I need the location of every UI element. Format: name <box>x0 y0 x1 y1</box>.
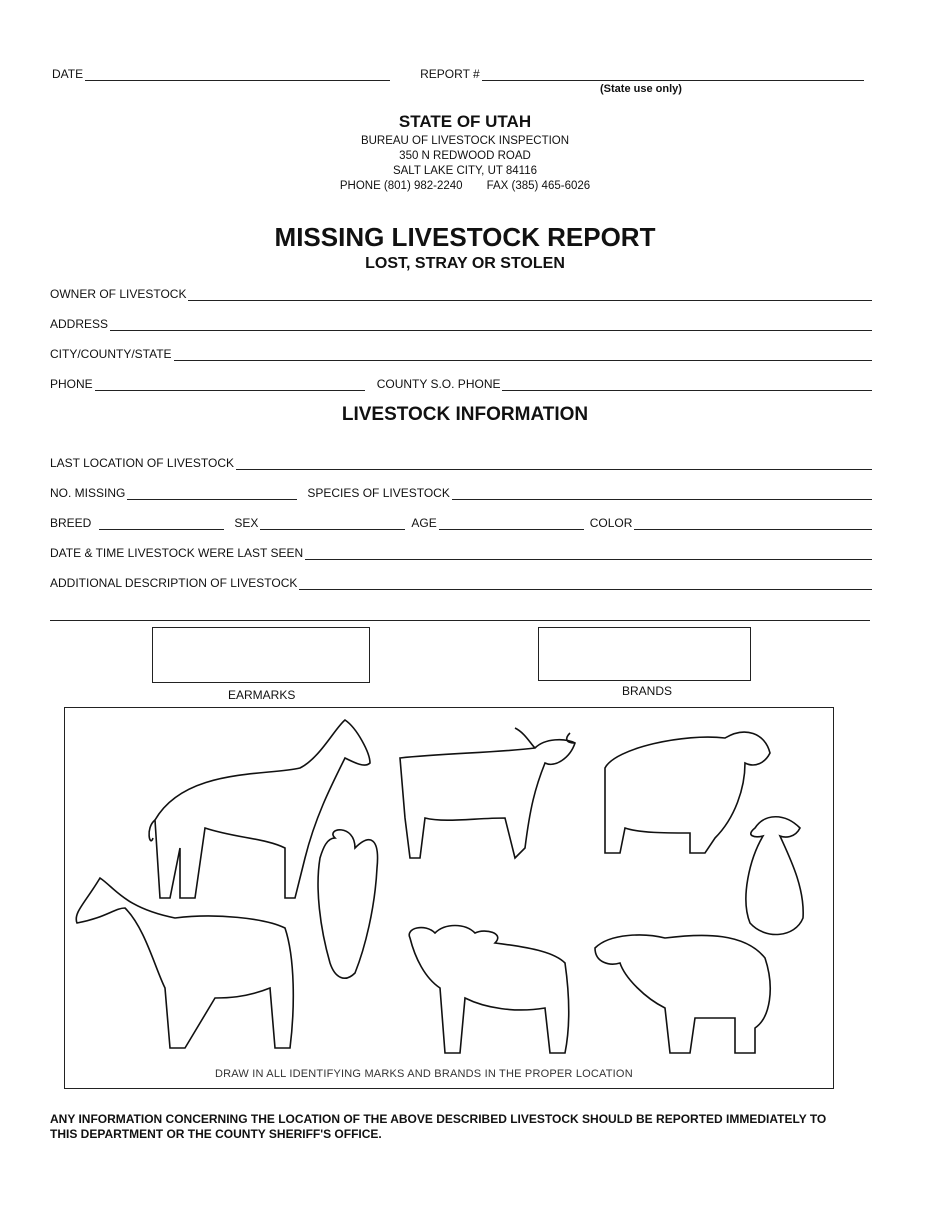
species-field[interactable] <box>452 485 872 500</box>
sheep-side-icon <box>595 935 770 1053</box>
agency-phone: PHONE (801) 982-2240 <box>339 180 463 192</box>
city-field[interactable] <box>174 346 872 361</box>
horse-head-icon <box>318 830 377 978</box>
livestock-diagram[interactable] <box>64 707 834 1089</box>
description-row <box>50 575 878 590</box>
color-label: COLOR <box>589 516 633 530</box>
last-seen-label: DATE & TIME LIVESTOCK WERE LAST SEEN <box>50 546 304 560</box>
agency-address <box>0 134 950 194</box>
form-title: MISSING LIVESTOCK REPORT <box>274 222 656 252</box>
last-location-field[interactable] <box>236 455 872 470</box>
sex-field[interactable] <box>260 515 405 530</box>
header-row <box>52 66 870 81</box>
address-label: ADDRESS <box>50 317 109 331</box>
sex-label: SEX <box>234 516 259 530</box>
address-row <box>50 316 878 331</box>
owner-row <box>50 286 878 301</box>
color-field[interactable] <box>634 515 872 530</box>
description-extra-line[interactable] <box>50 620 870 621</box>
last-location-row <box>50 455 878 470</box>
city-label: CITY/COUNTY/STATE <box>50 347 172 361</box>
sheep-standing-icon <box>605 732 770 853</box>
owner-field[interactable] <box>188 286 872 301</box>
age-field[interactable] <box>439 515 584 530</box>
earmarks-label: EARMARKS <box>228 688 296 702</box>
age-label: AGE <box>411 516 437 530</box>
agency-city: SALT LAKE CITY, UT 84116 <box>392 165 538 177</box>
report-number-field[interactable] <box>482 66 864 81</box>
agency-bureau: BUREAU OF LIVESTOCK INSPECTION <box>360 135 570 147</box>
description-label: ADDITIONAL DESCRIPTION OF LIVESTOCK <box>50 576 298 590</box>
phone-label: PHONE <box>50 377 93 391</box>
breed-label: BREED <box>50 516 92 530</box>
horse-side-icon <box>76 878 293 1048</box>
last-seen-field[interactable] <box>305 545 872 560</box>
last-location-label: LAST LOCATION OF LIVESTOCK <box>50 456 235 470</box>
agency-street: 350 N REDWOOD ROAD <box>399 150 531 162</box>
brands-label: BRANDS <box>622 684 673 698</box>
agency-state: STATE OF UTAH <box>398 112 532 131</box>
cow-standing-icon <box>400 728 575 858</box>
breed-row <box>50 515 878 530</box>
livestock-drawings <box>65 708 833 1088</box>
description-field[interactable] <box>299 575 872 590</box>
state-use-only-note: (State use only) <box>600 83 682 95</box>
diagram-caption: DRAW IN ALL IDENTIFYING MARKS AND BRANDS IN THE PROPER LOCATION <box>215 1068 633 1080</box>
cow-facing-icon <box>409 926 569 1054</box>
no-missing-field[interactable] <box>127 485 297 500</box>
phone-field[interactable] <box>95 376 365 391</box>
brands-box[interactable] <box>538 627 751 681</box>
footer-notice: ANY INFORMATION CONCERNING THE LOCATION OF THE ABOVE DESCRIBED LIVESTOCK SHOULD BE REPORTED IMMEDIATELY TO THIS DEPARTMENT OR THE COUNTY SHERIFF'S OFFICE. <box>50 1112 827 1141</box>
species-label: SPECIES OF LIVESTOCK <box>307 486 450 500</box>
no-missing-label: NO. MISSING <box>50 486 126 500</box>
phone-row <box>50 376 878 391</box>
form-subtitle: LOST, STRAY OR STOLEN <box>365 255 565 272</box>
county-phone-label: COUNTY S.O. PHONE <box>376 377 501 391</box>
address-field[interactable] <box>110 316 872 331</box>
last-seen-row <box>50 545 878 560</box>
horse-standing-icon <box>149 720 370 898</box>
date-field[interactable] <box>85 66 390 81</box>
breed-field[interactable] <box>99 515 224 530</box>
owner-label: OWNER OF LIVESTOCK <box>50 287 187 301</box>
report-number-label: REPORT # <box>420 67 480 81</box>
city-row <box>50 346 878 361</box>
county-phone-field[interactable] <box>502 376 872 391</box>
missing-species-row <box>50 485 878 500</box>
earmarks-box[interactable] <box>152 627 370 683</box>
date-label: DATE <box>52 67 84 81</box>
section-title: LIVESTOCK INFORMATION <box>341 404 589 425</box>
sheep-head-icon <box>746 817 803 935</box>
agency-fax: FAX (385) 465-6026 <box>486 180 591 192</box>
